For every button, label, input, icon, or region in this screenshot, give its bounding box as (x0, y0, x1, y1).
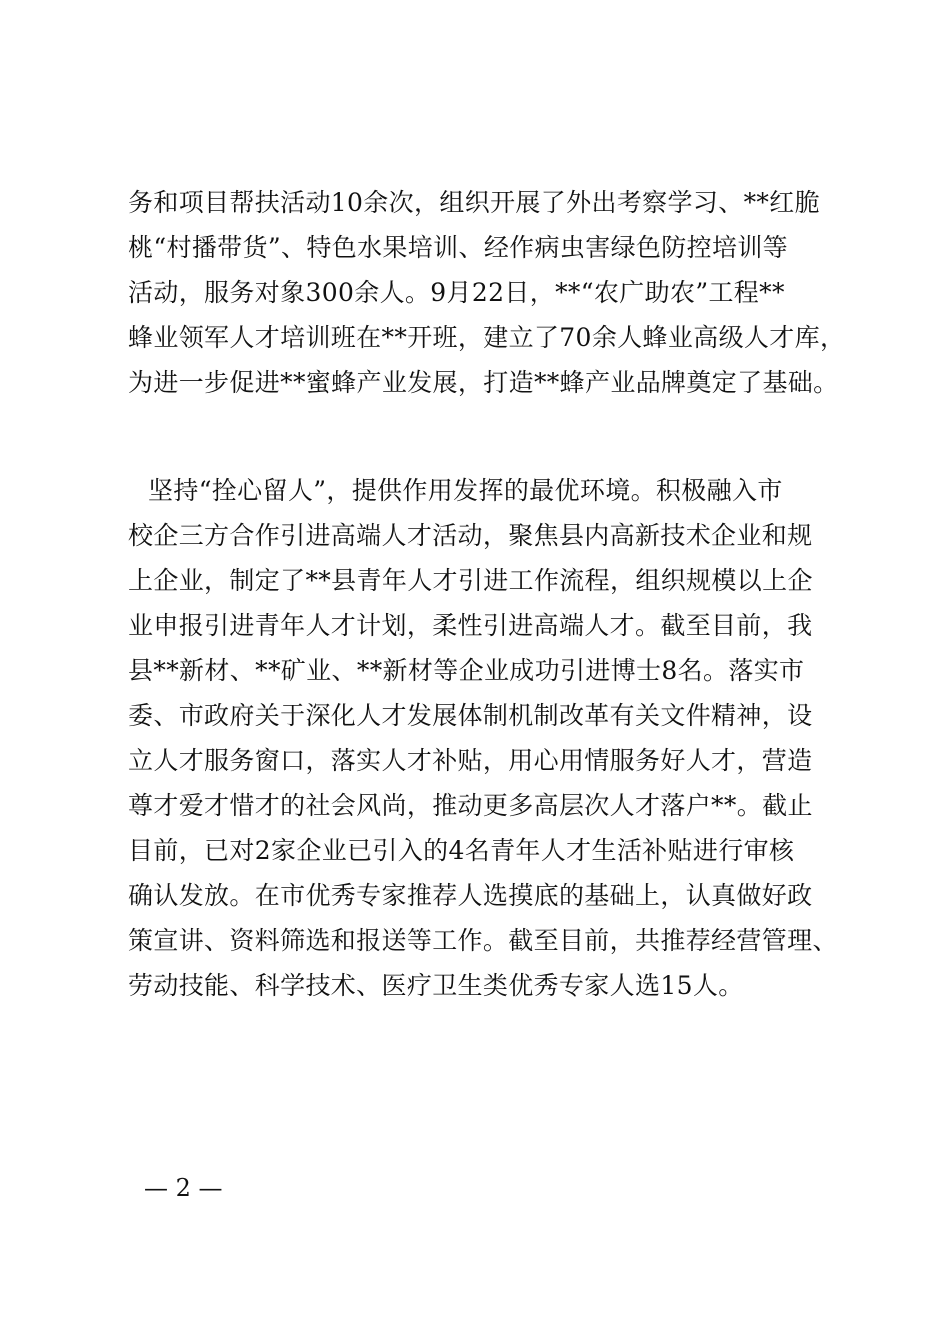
text-line: 委、市政府关于深化人才发展体制机制改革有关文件精神，设 (128, 701, 813, 730)
text-line: 桃“村播带货”、特色水果培训、经作病虫害绿色防控培训等 (128, 233, 789, 262)
text-line: 活动，服务对象300余人。9月22日，**“农广助农”工程** (128, 278, 785, 307)
text-line: 策宣讲、资料筛选和报送等工作。截至目前，共推荐经营管理、 (128, 926, 838, 955)
text-line: 劳动技能、科学技术、医疗卫生类优秀专家人选15人。 (128, 971, 744, 1000)
text-line: 为进一步促进**蜜蜂产业发展，打造**蜂产业品牌奠定了基础。 (128, 368, 839, 397)
text-line: 立人才服务窗口，落实人才补贴，用心用情服务好人才，营造 (128, 746, 813, 775)
text-line: 目前，已对2家企业已引入的4名青年人才生活补贴进行审核 (128, 836, 795, 865)
text-line: 业申报引进青年人才计划，柔性引进高端人才。截至目前，我 (128, 611, 813, 640)
text-line: 县**新材、**矿业、**新材等企业成功引进博士8名。落实市 (128, 656, 805, 685)
paragraph-talent-training (128, 180, 848, 405)
text-line: 确认发放。在市优秀专家推荐人选摸底的基础上，认真做好政 (128, 881, 813, 910)
text-line: 上企业，制定了**县青年人才引进工作流程，组织规模以上企 (128, 566, 813, 595)
text-line: 坚持“拴心留人”，提供作用发挥的最优环境。积极融入市 (148, 476, 783, 505)
text-line: 校企三方合作引进高端人才活动，聚焦县内高新技术企业和规 (128, 521, 813, 550)
text-line: 务和项目帮扶活动10余次，组织开展了外出考察学习、**红脆 (128, 188, 820, 217)
text-line: 尊才爱才惜才的社会风尚，推动更多高层次人才落户**。截止 (128, 791, 813, 820)
page-number: — 2 — (144, 1174, 223, 1202)
paragraph-talent-retention (128, 468, 848, 1008)
text-line: 蜂业领军人才培训班在**开班，建立了70余人蜂业高级人才库， (128, 323, 846, 352)
